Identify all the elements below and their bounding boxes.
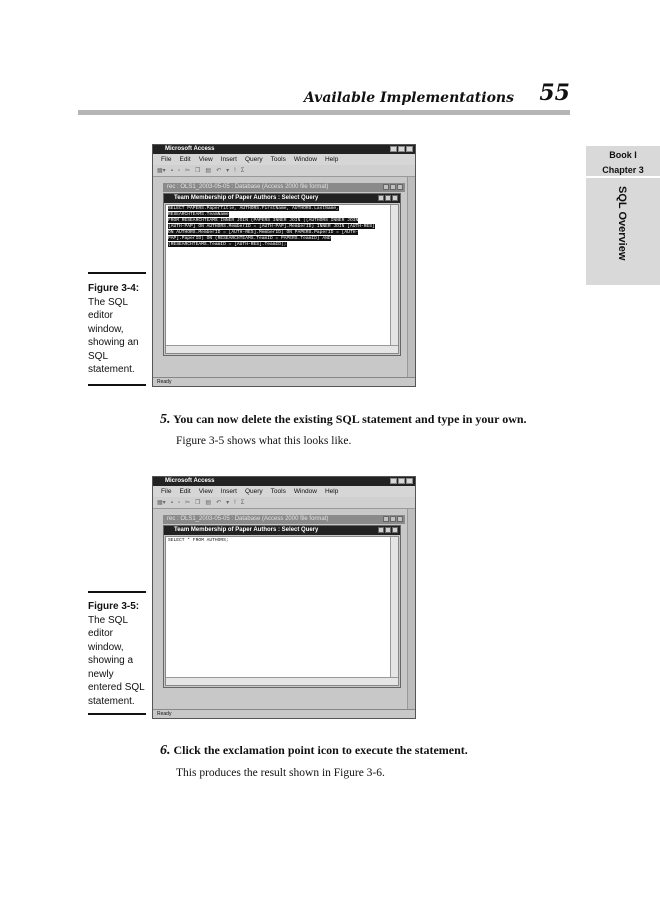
figure-caption-text: The SQL editor window, showing an SQL statement. [88,296,139,375]
undo-icon[interactable]: ↶ [216,500,222,506]
menu-file[interactable]: File [161,156,172,163]
sql-editor[interactable] [165,204,399,354]
menu-window[interactable]: Window [293,156,317,163]
db-window-controls [383,184,403,190]
step-instruction: Click the exclamation point icon to execute the statement. [173,743,468,757]
minimize-icon[interactable] [390,146,397,152]
app-titlebar [153,477,415,486]
menu-bar [153,486,415,497]
toolbar [153,497,415,509]
app-titlebar [153,145,415,154]
sql-line: PAP].PaperID) ON (RESEARCHTEAMS.TeamID = PAPERS.TeamID) AND [168,236,331,241]
query-title: Team Membership of Paper Authors : Select Query [174,527,319,533]
header-rule [78,110,570,115]
menu-view[interactable]: View [198,488,213,495]
caption-rule-bottom [88,384,146,386]
status-text: Ready [157,711,172,717]
menu-query[interactable]: Query [244,156,263,163]
paste-icon[interactable]: ▤ [205,500,212,506]
window-controls [390,146,413,152]
maximize-icon[interactable] [398,146,405,152]
step-5 [160,412,527,428]
status-text: Ready [157,379,172,385]
sql-text[interactable] [166,205,398,249]
caption-rule-top [88,272,146,274]
access-window-figure-3-5 [152,476,416,719]
maximize-icon[interactable] [385,195,391,201]
run-icon[interactable]: ! [234,167,236,174]
status-bar [153,709,415,718]
maximize-icon[interactable] [385,527,391,533]
menu-window[interactable]: Window [293,488,317,495]
step-number: 5. [160,412,171,427]
window-controls [390,478,413,484]
app-vertical-scrollbar[interactable] [407,177,415,377]
close-icon[interactable] [406,478,413,484]
view-icon[interactable]: ▦▾ [157,168,166,174]
paste-icon[interactable]: ▤ [205,168,212,174]
print-icon[interactable]: ▫ [177,167,180,174]
app-title: Microsoft Access [165,478,215,484]
totals-icon[interactable]: Σ [240,167,245,174]
close-icon[interactable] [397,516,403,522]
step-6 [160,743,468,759]
close-icon[interactable] [397,184,403,190]
sql-line: RESEARCHTEAMS.TeamName [168,212,229,217]
minimize-icon[interactable] [390,478,397,484]
query-type-icon[interactable]: ▾ [226,500,230,506]
side-tab-book: Book I [609,150,637,160]
sql-line: SELECT PAPERS.PaperTitle, AUTHORS.FirstName, AUTHORS.LastName, [168,206,339,211]
maximize-icon[interactable] [398,478,405,484]
horizontal-scrollbar[interactable] [166,345,398,353]
menu-bar [153,154,415,165]
query-window-titlebar [164,526,400,535]
minimize-icon[interactable] [378,195,384,201]
copy-icon[interactable]: ❐ [195,168,201,174]
query-window-titlebar [164,194,400,203]
database-title: rec : OLS1_2003-05-05 : Database (Access 2000 file format) [167,516,329,522]
database-title: rec : OLS1_2003-05-05 : Database (Access 2000 file format) [167,184,329,190]
side-tab-book-chapter [586,146,660,176]
menu-insert[interactable]: Insert [220,488,237,495]
side-tab-chapter: Chapter 3 [602,165,644,175]
sql-editor[interactable] [165,536,399,686]
page-number: 55 [539,80,570,106]
sql-line: FROM RESEARCHTEAMS INNER JOIN (PAPERS INNER JOIN ((AUTHORS INNER JOIN [168,218,359,223]
menu-help[interactable]: Help [324,488,339,495]
toolbar [153,165,415,177]
database-window-titlebar [163,183,405,192]
menu-insert[interactable]: Insert [220,156,237,163]
sql-line: ON AUTHORS.MemberID = [AUTH-RES].MemberID) ON PAPERS.PaperID = [AUTH- [168,230,359,235]
run-icon[interactable]: ! [234,499,236,506]
print-icon[interactable]: ▫ [177,499,180,506]
step-5-body: Figure 3-5 shows what this looks like. [176,435,352,447]
menu-tools[interactable]: Tools [270,488,286,495]
totals-icon[interactable]: Σ [240,499,245,506]
close-icon[interactable] [406,146,413,152]
menu-edit[interactable]: Edit [179,156,191,163]
sql-line: (RESEARCHTEAMS.TeamID = [AUTH-RES].TeamID); [168,242,287,247]
menu-tools[interactable]: Tools [270,156,286,163]
cut-icon[interactable]: ✂ [184,500,190,506]
status-bar [153,377,415,386]
minimize-icon[interactable] [383,184,389,190]
undo-icon[interactable]: ↶ [216,168,222,174]
vertical-scrollbar[interactable] [390,205,398,345]
menu-help[interactable]: Help [324,156,339,163]
maximize-icon[interactable] [390,184,396,190]
figure-label: Figure 3-5: [88,601,140,612]
figure-caption-text: The SQL editor window, showing a newly entered SQL statement. [88,614,145,707]
db-window-controls [383,516,403,522]
save-icon[interactable]: ▪ [170,499,173,506]
minimize-icon[interactable] [378,527,384,533]
copy-icon[interactable]: ❐ [195,500,201,506]
query-window-controls [378,527,398,533]
app-title: Microsoft Access [165,146,215,152]
sql-line: SELECT * FROM AUTHORS; [168,538,229,543]
running-title: Available Implementations [303,90,514,106]
side-tab-section-label: SQL Overview [616,186,628,261]
figure-caption-3-4 [88,282,146,377]
app-vertical-scrollbar[interactable] [407,509,415,709]
view-icon[interactable]: ▦▾ [157,500,166,506]
menu-view[interactable]: View [198,156,213,163]
save-icon[interactable]: ▪ [170,167,173,174]
query-title: Team Membership of Paper Authors : Select Query [174,195,319,201]
menu-query[interactable]: Query [244,488,263,495]
minimize-icon[interactable] [383,516,389,522]
sql-text[interactable] [166,537,398,545]
sql-line: [AUTH-PAP] ON AUTHORS.MemberID = [AUTH-PAP].MemberID) INNER JOIN [AUTH-RES] [168,224,375,229]
horizontal-scrollbar[interactable] [166,677,398,685]
running-head [78,80,570,110]
vertical-scrollbar[interactable] [390,537,398,677]
close-icon[interactable] [392,527,398,533]
query-window [163,193,401,356]
figure-caption-3-5 [88,600,146,708]
menu-edit[interactable]: Edit [179,488,191,495]
access-window-figure-3-4 [152,144,416,387]
menu-file[interactable]: File [161,488,172,495]
query-window-controls [378,195,398,201]
cut-icon[interactable]: ✂ [184,168,190,174]
step-6-body: This produces the result shown in Figure 3-6. [176,767,385,779]
side-tab-section [586,178,660,285]
query-window [163,525,401,688]
figure-label: Figure 3-4: [88,283,140,294]
caption-rule-bottom [88,713,146,715]
step-instruction: You can now delete the existing SQL statement and type in your own. [173,412,527,426]
close-icon[interactable] [392,195,398,201]
database-window-titlebar [163,515,405,524]
maximize-icon[interactable] [390,516,396,522]
query-type-icon[interactable]: ▾ [226,168,230,174]
caption-rule-top [88,591,146,593]
step-number: 6. [160,743,171,758]
